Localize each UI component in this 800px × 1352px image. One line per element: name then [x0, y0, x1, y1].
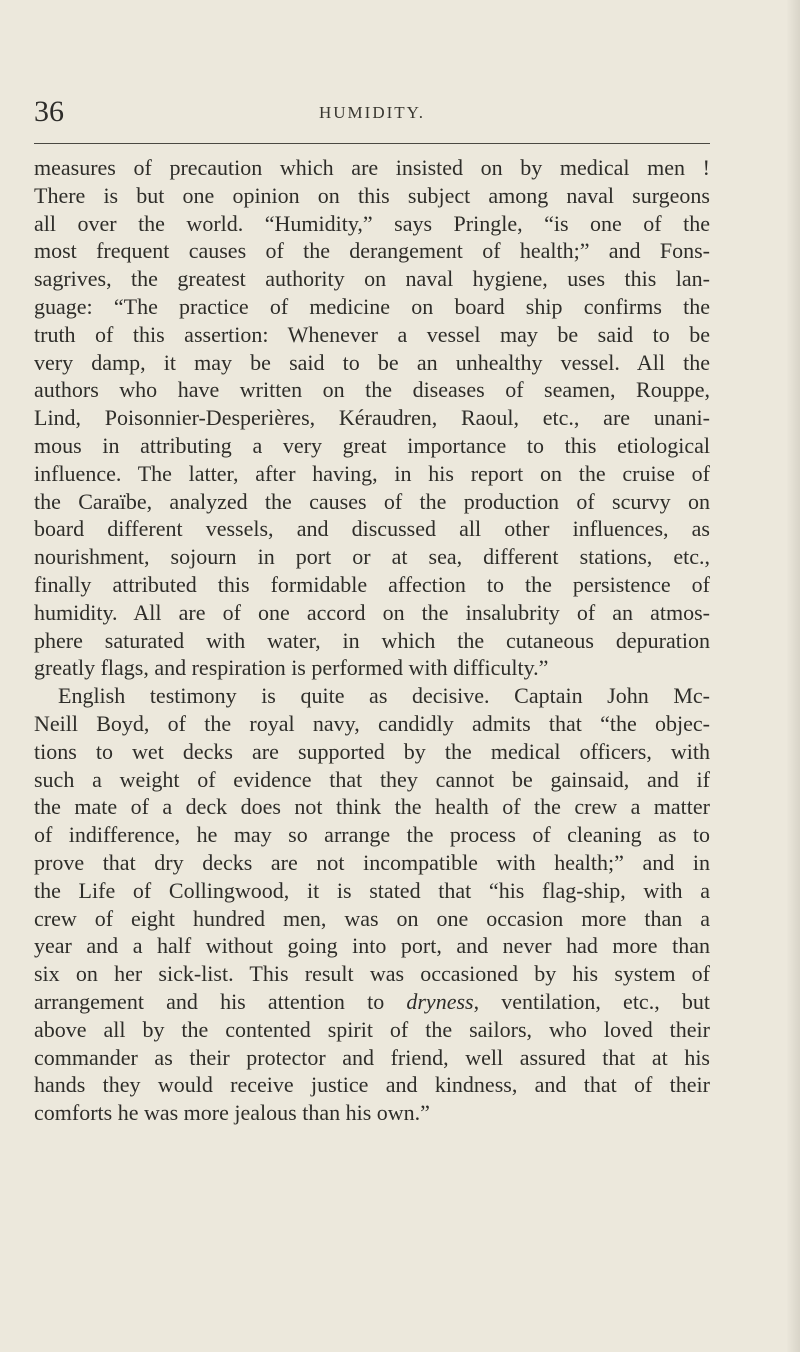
text-line: Neill Boyd, of the royal navy, candidly admits that “the objec- — [34, 710, 710, 736]
text-line: very damp, it may be said to be an unhealthy vessel. All the — [34, 349, 710, 375]
page-header — [34, 92, 710, 132]
text-line: most frequent causes of the derangement of health;” and Fons- — [34, 238, 710, 264]
text-line: English testimony is quite as decisive. Captain John Mc- — [58, 683, 710, 709]
italic-word: dryness — [406, 988, 474, 1014]
body-text — [34, 154, 710, 1127]
text-line: all over the world. “Humidity,” says Pringle, “is one of the — [34, 210, 710, 236]
page-edge-shadow — [786, 0, 800, 1352]
text-line: sagrives, the greatest authority on naval hygiene, uses this lan- — [34, 266, 710, 292]
text-line: such a weight of evidence that they cannot be gainsaid, and if — [34, 766, 710, 792]
text-fragment: arrangement and his attention to — [34, 988, 407, 1014]
paragraph-1 — [34, 154, 710, 682]
text-line: humidity. All are of one accord on the insalubrity of an atmos- — [34, 599, 710, 625]
text-line: above all by the contented spirit of the sailors, who loved their — [34, 1016, 710, 1042]
text-line: greatly flags, and respiration is performed with difficulty.” — [34, 655, 549, 681]
text-fragment: , ventilation, etc., but — [473, 988, 710, 1014]
text-line: There is but one opinion on this subject among naval surgeons — [34, 182, 710, 208]
text-line: year and a half without going into port, and never had more than — [34, 933, 710, 959]
text-line: six on her sick-list. This result was occasioned by his system of — [34, 961, 710, 987]
text-line: truth of this assertion: Whenever a vessel may be said to be — [34, 321, 710, 347]
text-line: guage: “The practice of medicine on board ship confirms the — [34, 293, 710, 319]
text-line: phere saturated with water, in which the cutaneous depuration — [34, 627, 710, 653]
text-line: hands they would receive justice and kindness, and that of their — [34, 1072, 710, 1098]
text-line: of indifference, he may so arrange the process of cleaning as to — [34, 822, 710, 848]
text-line-with-italic — [34, 988, 710, 1016]
text-line: the Life of Collingwood, it is stated that “his flag-ship, with a — [34, 877, 710, 903]
text-line: finally attributed this formidable affection to the persistence of — [34, 571, 710, 597]
text-line: the mate of a deck does not think the health of the crew a matter — [34, 794, 710, 820]
text-line: prove that dry decks are not incompatible with health;” and in — [34, 849, 710, 875]
header-rule — [34, 143, 710, 144]
paragraph-2 — [34, 682, 710, 1127]
text-line: crew of eight hundred men, was on one occasion more than a — [34, 905, 710, 931]
text-line: comforts he was more jealous than his own.” — [34, 1100, 430, 1126]
page-number: 36 — [34, 95, 64, 128]
text-line: mous in attributing a very great importance to this etiological — [34, 432, 710, 458]
text-line: tions to wet decks are supported by the medical officers, with — [34, 738, 710, 764]
text-line: board different vessels, and discussed all other influences, as — [34, 516, 710, 542]
text-line: influence. The latter, after having, in his report on the cruise of — [34, 460, 710, 486]
text-line: nourishment, sojourn in port or at sea, different stations, etc., — [34, 544, 710, 570]
text-line: the Caraïbe, analyzed the causes of the production of scurvy on — [34, 488, 710, 514]
text-line: Lind, Poisonnier-Desperières, Kéraudren, Raoul, etc., are unani- — [34, 405, 710, 431]
text-line: authors who have written on the diseases of seamen, Rouppe, — [34, 377, 710, 403]
text-line: commander as their protector and friend, well assured that at his — [34, 1044, 710, 1070]
text-line: measures of precaution which are insisted on by medical men ! — [34, 155, 710, 180]
running-head: HUMIDITY. — [319, 103, 425, 122]
